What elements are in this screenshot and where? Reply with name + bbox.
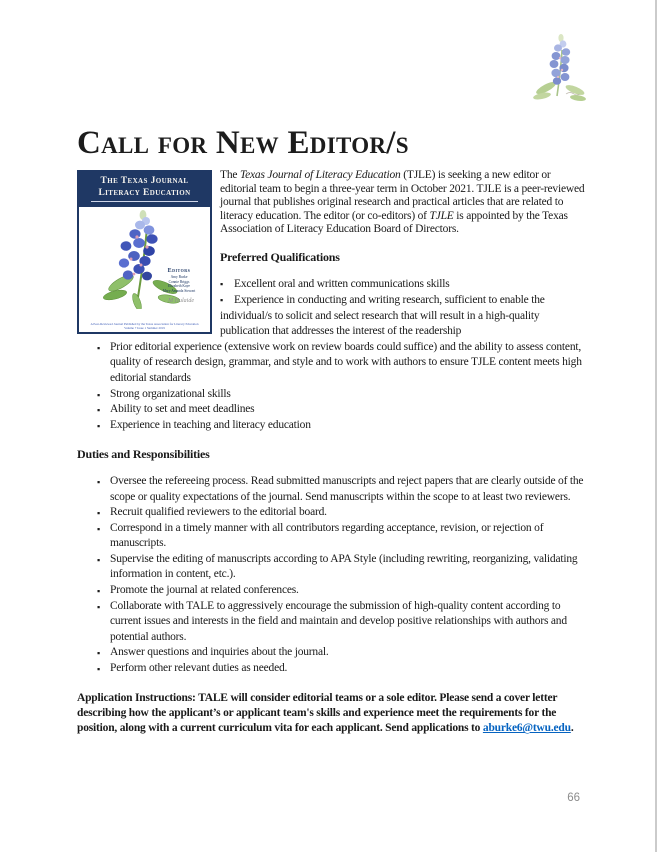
cover-title-line2: Literacy Education [98, 187, 191, 198]
cover-footer-line1: A Peer-Reviewed Journal Published by the Texas Association for Literacy Education [90, 322, 199, 326]
cover-title-band [79, 172, 210, 207]
list-item: ▪ Answer questions and inquiries about the journal. [97, 645, 587, 661]
list-item: ▪ Prior editorial experience (extensive work on review boards could suffice) and the ability to assess content, quality of research design, grammar, and style and to work with authors to ensure TJLE content meets high editorial standards [97, 340, 587, 387]
duties-list [97, 474, 587, 677]
intro-text-1: The [220, 169, 240, 181]
cover-editor-name: Elizabeth Kaye [167, 284, 191, 289]
cover-title-rule [91, 201, 198, 202]
intro-tjle-italic: TJLE [429, 209, 454, 222]
page-number: 66 [567, 792, 580, 804]
application-text-1: Application Instructions: TALE will consider editorial teams or a sole editor. Please send a cover letter describing how the applicant’s or applicant team's skills and experience meet the requirements for the position, along with a current curriculum vita for each applicant. Send applications to [77, 691, 558, 735]
application-instructions [77, 691, 587, 737]
intro-text-3: is appointed by the Texas Association of Literacy Education Board of Directors. [220, 209, 568, 236]
page-title: Call for New Editor/s [77, 125, 409, 161]
list-item: ▪ Recruit qualified reviewers to the editorial board. [97, 505, 587, 521]
list-item: ▪ Collaborate with TALE to aggressively encourage the submission of high-quality content according to current issues and interests in the field and maintain and develop positive relationships with authors and potential authors. [97, 599, 587, 646]
list-item: ▪ Perform other relevant duties as needed. [97, 661, 587, 677]
duties-heading: Duties and Responsibilities [77, 446, 210, 461]
list-item: ▪ Oversee the refereeing process. Read submitted manuscripts and reject papers that are clearly outside of the scope or quality expectations of the journal. Send manuscripts within the scope to at least two reviewers. [97, 474, 587, 505]
cover-editor-name: Connie Briggs [168, 279, 190, 284]
list-item: ▪ Strong organizational skills [97, 387, 587, 403]
application-text-2: . [570, 722, 574, 735]
cover-title-line1: The Texas Journal [100, 176, 189, 186]
list-item: ▪ Ability to set and meet deadlines [97, 402, 587, 418]
intro-text-2: (TJLE) is seeking a new editor or editorial team to begin a three-year term in October 2021. TJLE is a peer-reviewed journal that publishes original research and practical articles that are related to literacy education. The editor (or co-editors) of [220, 169, 585, 222]
cover-footer-line2: Volume 7 Issue 1 Summer 2019 [124, 326, 165, 330]
cover-artist-signature: M Hulaide [168, 298, 194, 305]
list-item: ▪ Experience in teaching and literacy education [97, 418, 587, 434]
cover-editor-name: Amy Burke [170, 275, 188, 279]
cover-editor-name: Mary Amanda Stewart [162, 288, 196, 293]
intro-journal-name-italic: Texas Journal of Literacy Education [239, 169, 401, 181]
bluebonnet-corner-illustration [528, 30, 596, 106]
qualifications-heading: Preferred Qualifications [220, 250, 340, 265]
page-edge-line [655, 0, 657, 852]
list-item: ▪ Excellent oral and written communications skills [97, 277, 587, 293]
cover-editors-block [153, 268, 205, 293]
cover-footer [79, 322, 210, 330]
list-item: ▪ Experience in conducting and writing research, sufficient to enable the individual/s to solicit and select research that will result in a high-quality publication that addresses the interest of the readership [97, 293, 587, 340]
list-item: ▪ Correspond in a timely manner with all contributors regarding acceptance, revision, or rejection of manuscripts. [97, 521, 587, 552]
list-item: ▪ Promote the journal at related conferences. [97, 583, 587, 599]
list-item: ▪ Supervise the editing of manuscripts according to APA Style (including rewriting, reorganizing, validating information in content, etc.). [97, 552, 587, 583]
cover-editors-heading: Editors [167, 268, 191, 274]
email-link[interactable]: aburke6@twu.edu [482, 722, 571, 735]
journal-cover-image [77, 170, 212, 334]
